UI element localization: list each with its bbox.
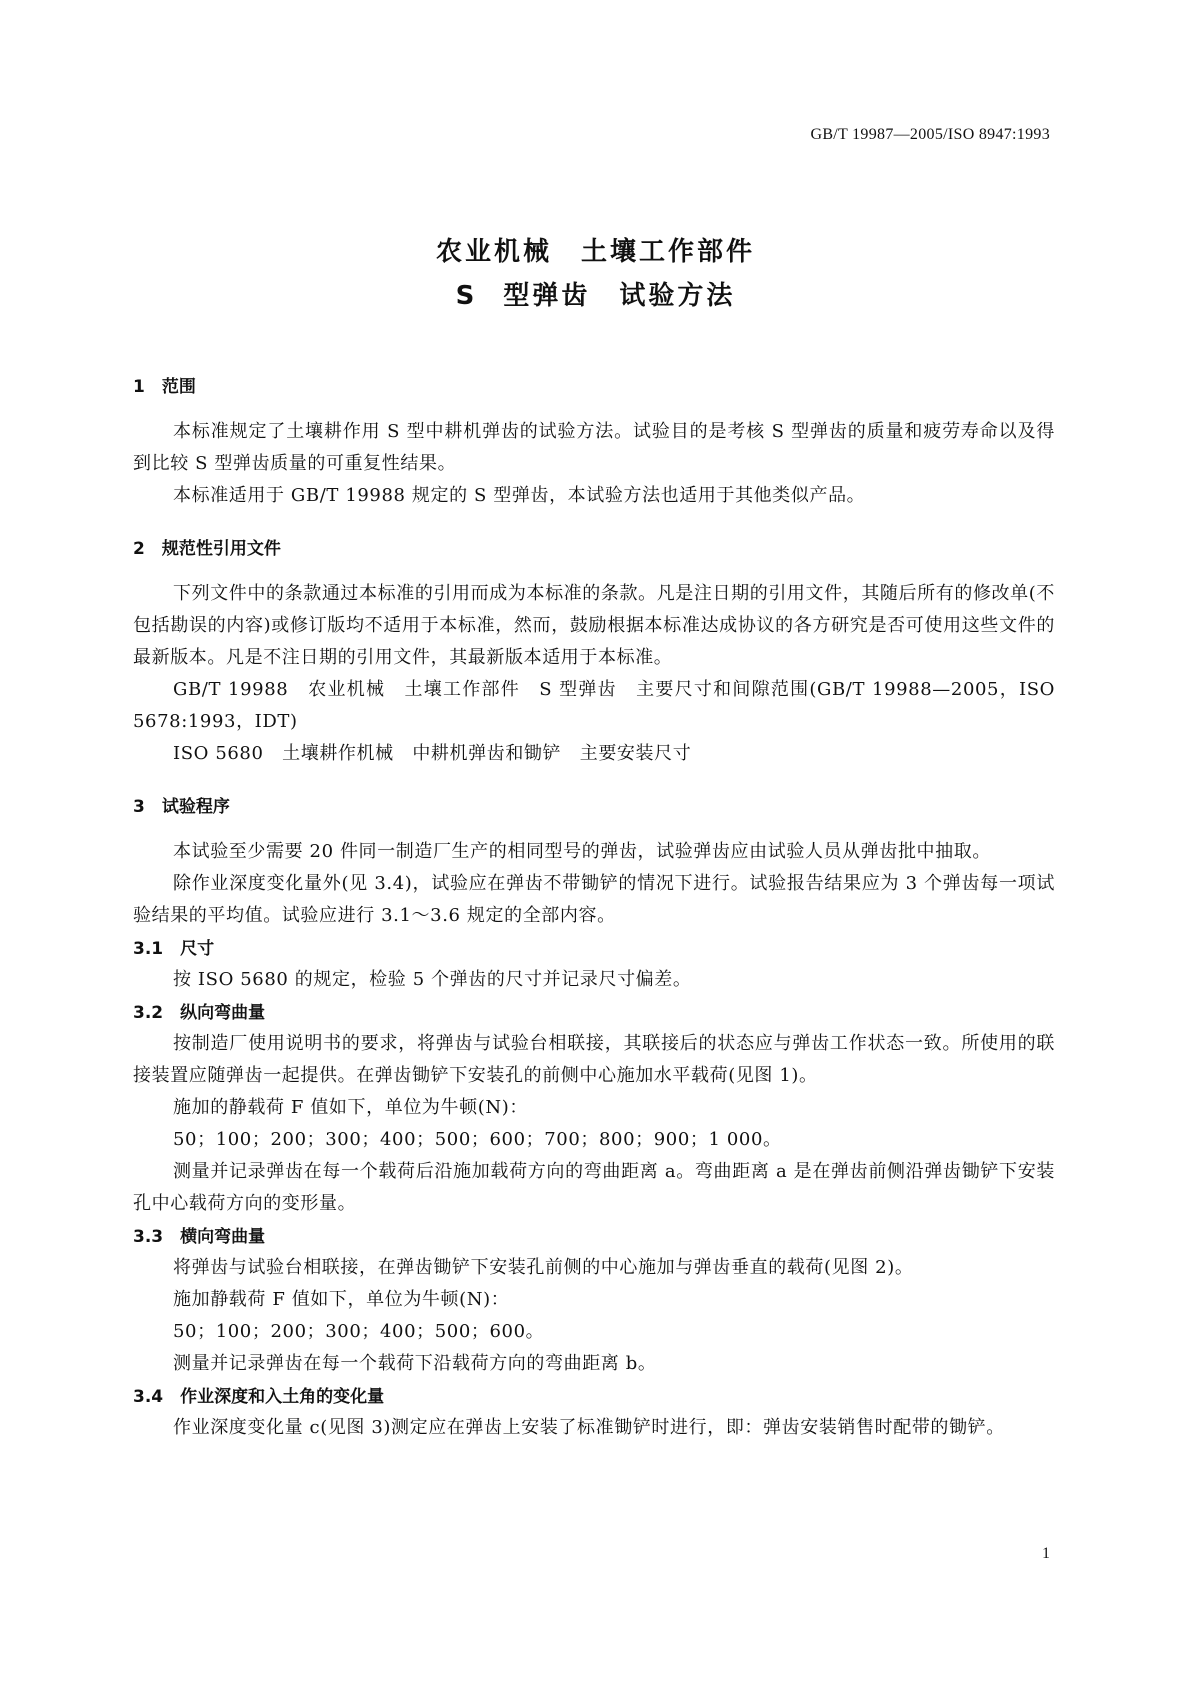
paragraph: 施加静载荷 F 值如下，单位为牛顿(N)： (173, 1289, 510, 1310)
subsection-heading-longitudinal-bending: 3.2 纵向弯曲量 (133, 1003, 266, 1023)
subsection-heading-working-depth: 3.4 作业深度和入土角的变化量 (133, 1387, 385, 1407)
standard-code: GB/T 19987—2005/ISO 8947:1993 (810, 126, 1050, 143)
subsection-heading-lateral-bending: 3.3 横向弯曲量 (133, 1227, 266, 1247)
paragraph: 本标准规定了土壤耕作用 S 型中耕机弹齿的试验方法。试验目的是考核 S 型弹齿的质量和疲劳寿命以及得到比较 S 型弹齿质量的可重复性结果。 (133, 421, 1055, 474)
paragraph: 测量并记录弹齿在每一个载荷后沿施加载荷方向的弯曲距离 a。弯曲距离 a 是在弹齿前侧沿弹齿锄铲下安装孔中心载荷方向的变形量。 (133, 1161, 1055, 1214)
section-heading-test-procedure: 3 试验程序 (133, 797, 230, 817)
paragraph: 除作业深度变化量外(见 3.4)，试验应在弹齿不带锄铲的情况下进行。试验报告结果应为 3 个弹齿每一项试验结果的平均值。试验应进行 3.1～3.6 规定的全部内容。 (133, 873, 1055, 926)
section-heading-normative-references: 2 规范性引用文件 (133, 539, 281, 559)
paragraph: 按制造厂使用说明书的要求，将弹齿与试验台相联接，其联接后的状态应与弹齿工作状态一致。所使用的联接装置应随弹齿一起提供。在弹齿锄铲下安装孔的前侧中心施加水平载荷(见图 1)。 (133, 1033, 1055, 1086)
document-title-line2: S 型弹齿 试验方法 (455, 281, 736, 311)
section-heading-scope: 1 范围 (133, 377, 196, 397)
load-values: 50；100；200；300；400；500；600。 (173, 1321, 545, 1342)
document-body (133, 372, 1055, 1444)
paragraph: 将弹齿与试验台相联接，在弹齿锄铲下安装孔前侧的中心施加与弹齿垂直的载荷(见图 2)。 (173, 1257, 914, 1278)
paragraph: 作业深度变化量 c(见图 3)测定应在弹齿上安装了标准锄铲时进行，即：弹齿安装销售时配带的锄铲。 (173, 1417, 1005, 1438)
reference-item: GB/T 19988 农业机械 土壤工作部件 S 型弹齿 主要尺寸和间隙范围(GB/T 19988—2005，ISO 5678:1993，IDT) (133, 679, 1055, 732)
paragraph: 测量并记录弹齿在每一个载荷下沿载荷方向的弯曲距离 b。 (173, 1353, 657, 1374)
paragraph: 本试验至少需要 20 件同一制造厂生产的相同型号的弹齿，试验弹齿应由试验人员从弹齿批中抽取。 (173, 841, 991, 862)
paragraph: 下列文件中的条款通过本标准的引用而成为本标准的条款。凡是注日期的引用文件，其随后所有的修改单(不包括勘误的内容)或修订版均不适用于本标准，然而，鼓励根据本标准达成协议的各方研究是否可使用这些文件的最新版本。凡是不注日期的引用文件，其最新版本适用于本标准。 (133, 583, 1055, 668)
paragraph: 施加的静载荷 F 值如下，单位为牛顿(N)： (173, 1097, 528, 1118)
reference-item: ISO 5680 土壤耕作机械 中耕机弹齿和锄铲 主要安装尺寸 (173, 743, 692, 764)
document-title-line1: 农业机械 土壤工作部件 (435, 237, 755, 267)
paragraph: 按 ISO 5680 的规定，检验 5 个弹齿的尺寸并记录尺寸偏差。 (173, 969, 692, 990)
paragraph: 本标准适用于 GB/T 19988 规定的 S 型弹齿，本试验方法也适用于其他类似产品。 (173, 485, 866, 506)
page-number: 1 (1042, 1545, 1050, 1562)
load-values: 50；100；200；300；400；500；600；700；800；900；1 000。 (173, 1129, 782, 1150)
subsection-heading-dimensions: 3.1 尺寸 (133, 939, 215, 959)
